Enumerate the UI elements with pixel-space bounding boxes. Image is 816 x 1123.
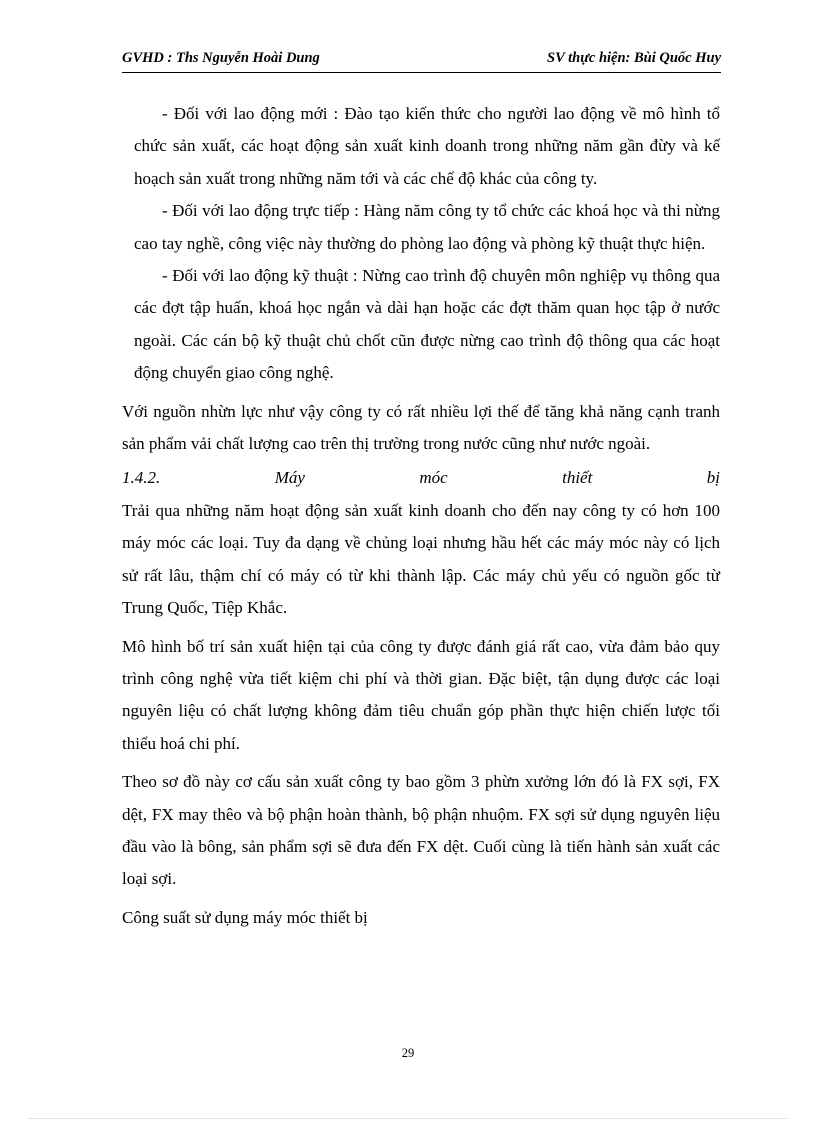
header-student: SV thực hiện: Bùi Quốc Huy (547, 50, 721, 66)
paragraph-technical-workers: - Đối với lao động kỹ thuật : Nừng cao trình độ chuyên môn nghiệp vụ thông qua các đợt tập huấn, khoá học ngắn và dài hạn hoặc các đợt thăm quan học tập ở nước ngoài. Các cán bộ kỹ thuật chủ chốt cũn được nừng cao trình độ thông qua các hoạt động chuyển giao công nghệ. (134, 266, 720, 383)
page-header (122, 50, 721, 73)
section-number: 1.4.2. (122, 468, 161, 488)
page-break-divider (28, 1118, 788, 1119)
paragraph-capacity: Công suất sử dụng máy móc thiết bị (122, 907, 368, 927)
section-heading (122, 462, 720, 494)
section-word: bị (706, 468, 720, 488)
paragraph-production-structure: Theo sơ đồ này cơ cấu sản xuất công ty bao gồm 3 phừn xưởng lớn đó là FX sợi, FX dệt, FX may thêo và bộ phận hoàn thành, bộ phận nhuộm. FX sợi sử dụng nguyên liệu đầu vào là bông, sản phẩm sợi sẽ đưa đến FX dệt. Cuối cùng là tiến hành sản xuất các loại sợi. (122, 772, 720, 889)
paragraph-workforce-advantage: Với nguồn nhừn lực như vậy công ty có rất nhiều lợi thế để tăng khả năng cạnh tranh sản phẩm vải chất lượng cao trên thị trường trong nước cũng như nước ngoài. (122, 401, 720, 454)
paragraph-new-workers: - Đối với lao động mới : Đào tạo kiến thức cho người lao động về mô hình tổ chức sản xuất, các hoạt động sản xuất kinh doanh trong những năm gần đừy và kế hoạch sản xuất trong những năm tới và các chế độ khác của công ty. (134, 104, 720, 188)
paragraph-layout-model: Mô hình bố trí sản xuất hiện tại của công ty được đánh giá rất cao, vừa đảm bảo quy trình công nghệ vừa tiết kiệm chi phí và thời gian. Đặc biệt, tận dụng được các loại nguyên liệu có chất lượng không đảm tiêu chuẩn góp phần thực hiện chiến lược tối thiểu hoá chi phí. (122, 636, 720, 753)
page-number: 29 (401, 1046, 415, 1060)
section-word: thiết (562, 468, 593, 488)
section-word: Máy (274, 468, 305, 488)
header-instructor: GVHD : Ths Nguyễn Hoài Dung (122, 50, 320, 66)
section-word: móc (419, 468, 448, 488)
paragraph-direct-workers: - Đối với lao động trực tiếp : Hàng năm công ty tổ chức các khoá học và thi nừng cao tay nghề, công việc này thường do phòng lao động và phòng kỹ thuật thực hiện. (134, 201, 720, 253)
page-body (122, 98, 720, 934)
paragraph-machinery: Trải qua những năm hoạt động sản xuất kinh doanh cho đến nay công ty có hơn 100 máy móc các loại. Tuy đa dạng về chủng loại nhưng hầu hết các máy móc này có lịch sử rất lâu, thậm chí có máy có từ khi thành lập. Các máy chủ yếu có nguồn gốc từ Trung Quốc, Tiệp Khắc. (122, 500, 720, 618)
